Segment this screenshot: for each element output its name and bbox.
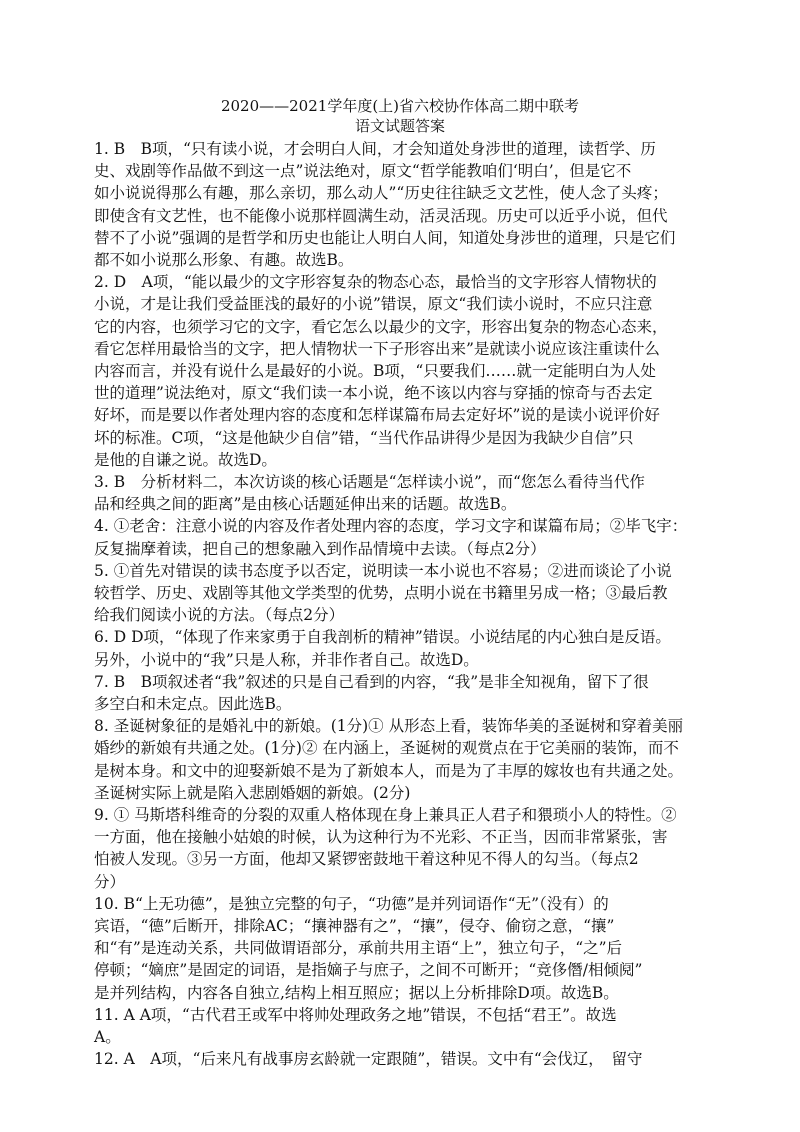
text-line: 停顿；“嫡庶”是固定的词语，是指嫡子与庶子，之间不可断开；“竞侈僭/相倾阋” — [94, 961, 643, 980]
text-line: 内容而言，并没有说什么是最好的小说。B项，“只要我们……就一定能明白为人处 — [94, 362, 656, 380]
text-line: 分） — [94, 872, 126, 891]
text-line: 多空白和未定点。因此选B。 — [94, 695, 292, 713]
text-line: 宾语，“德”后断开，排除AC；“攘神器有之”，“攘”，侵夺、偷窃之意，“攘” — [94, 917, 615, 935]
text-line: 较哲学、历史、戏剧等其他文学类型的优势，点明小说在书籍里另成一格；③最后教 — [94, 584, 668, 602]
text-line: 10. B“上无功德”，是独立完整的句子，“功德”是并列词语作“无”（没有）的 — [94, 894, 609, 913]
text-line: 和“有”是连动关系，共同做谓语部分，承前共用主语“上”，独立句子，“之”后 — [94, 939, 623, 958]
text-line: 好坏，而是要以作者处理内容的态度和怎样谋篇布局去定好坏”说的是读小说评价好 — [94, 406, 660, 425]
text-line: 都不如小说那么形象、有趣。故选B。 — [94, 251, 354, 269]
text-line: 是他的自谦之说。故选D。 — [94, 450, 277, 469]
text-line: 替不了小说”强调的是哲学和历史也能让人明白人间，知道处身涉世的道理，只是它们 — [94, 228, 676, 247]
text-line: 另外，小说中的“我”只是人称，并非作者自己。故选D。 — [94, 650, 479, 669]
text-line: 给我们阅读小说的方法。（每点2分） — [94, 606, 345, 625]
text-line: 2. D A项，“能以最少的文字形容复杂的物态心态，最恰当的文字形容人情物状的 — [94, 273, 657, 292]
text-line: 6. D D项，“体现了作来家勇于自我剖析的精神”错误。小说结尾的内心独白是反语。 — [94, 628, 671, 647]
text-line: 它的内容，也须学习它的文字，看它怎么以最少的文字，形容出复杂的物态心态来， — [94, 317, 668, 336]
text-line: 1. B B项，“只有读小说，才会明白人间，才会知道处身涉世的道理，读哲学、历 — [94, 140, 656, 158]
text-line: 圣诞树实际上就是陷入悲剧婚姻的新娘。(2分) — [94, 783, 411, 802]
text-line: 看它怎样用最恰当的文字，把人情物状一下子形容出来”是就读小说应该注重读什么 — [94, 339, 660, 358]
text-line: A。 — [94, 1028, 121, 1046]
text-line: 11. A A项，“古代君王或军中将帅处理政务之地”错误，不包括“君王”。故选 — [94, 1005, 617, 1024]
text-line: 8. 圣诞树象征的是婚礼中的新娘。(1分)① 从形态上看，装饰华美的圣诞树和穿着美丽 — [94, 717, 684, 736]
page-title: 2020——2021学年度(上)省六校协作体高二期中联考 — [220, 97, 580, 115]
text-line: 12. A A项，“后来凡有战事房玄龄就一定跟随”，错误。文中有“会伐辽， 留守 — [94, 1050, 643, 1069]
text-line: 婚纱的新娘有共通之处。(1分)② 在内涵上，圣诞树的观赏点在于它美丽的装饰，而不 — [94, 739, 679, 758]
text-line: 4. ①老舍：注意小说的内容及作者处理内容的态度，学习文字和谋篇布局；②毕飞宇： — [94, 517, 688, 536]
text-line: 7. B B项叙述者“我”叙述的只是自己看到的内容，“我”是非全知视角，留下了很 — [94, 672, 649, 691]
text-line: 是并列结构，内容各自独立,结构上相互照应；据以上分析排除D项。故选B。 — [94, 983, 619, 1002]
text-line: 是树本身。和文中的迎娶新娘不是为了新娘本人，而是为了丰厚的嫁妆也有共通之处。 — [94, 761, 684, 780]
text-line: 史、戏剧等作品做不到这一点”说法绝对，原文“哲学能教咱们‘明白’，但是它不 — [94, 162, 632, 181]
text-line: 怕被人发现。③另一方面，他却又紧锣密鼓地干着这种见不得人的勾当。（每点2 — [94, 850, 639, 869]
text-line: 9. ① 马斯塔科维奇的分裂的双重人格体现在身上兼具正人君子和猥琐小人的特性。② — [94, 806, 677, 824]
text-line: 如小说说得那么有趣，那么亲切，那么动人”“历史往往缺乏文艺性，使人念了头疼； — [94, 184, 668, 203]
text-line: 坏的标准。C项，“这是他缺少自信”错，“当代作品讲得少是因为我缺少自信”只 — [94, 428, 634, 447]
text-line: 小说，才是让我们受益匪浅的最好的小说”错误，原文“我们读小说时，不应只注意 — [94, 295, 653, 314]
text-line: 5. ①首先对错误的读书态度予以否定，说明读一本小说也不容易；②进而谈论了小说 — [94, 561, 672, 580]
text-line: 3. B 分析材料二，本次访谈的核心话题是“怎样读小说”，而“您怎么看待当代作 — [94, 473, 645, 491]
text-line: 世的道理”说法绝对，原文“我们读一本小说，绝不该以内容与穿插的惊奇与否去定 — [94, 384, 653, 403]
text-line: 一方面，他在接触小姑娘的时候，认为这种行为不光彩、不正当，因而非常紧张，害 — [94, 828, 668, 847]
text-line: 即使含有文艺性，也不能像小说那样圆满生动，活灵活现。历史可以近乎小说，但代 — [94, 206, 668, 225]
text-line: 反复揣摩着读，把自己的想象融入到作品情境中去读。（每点2分） — [94, 539, 546, 558]
text-line: 品和经典之间的距离”是由核心话题延伸出来的话题。故选B。 — [94, 495, 517, 514]
page-subtitle: 语文试题答案 — [354, 117, 445, 135]
